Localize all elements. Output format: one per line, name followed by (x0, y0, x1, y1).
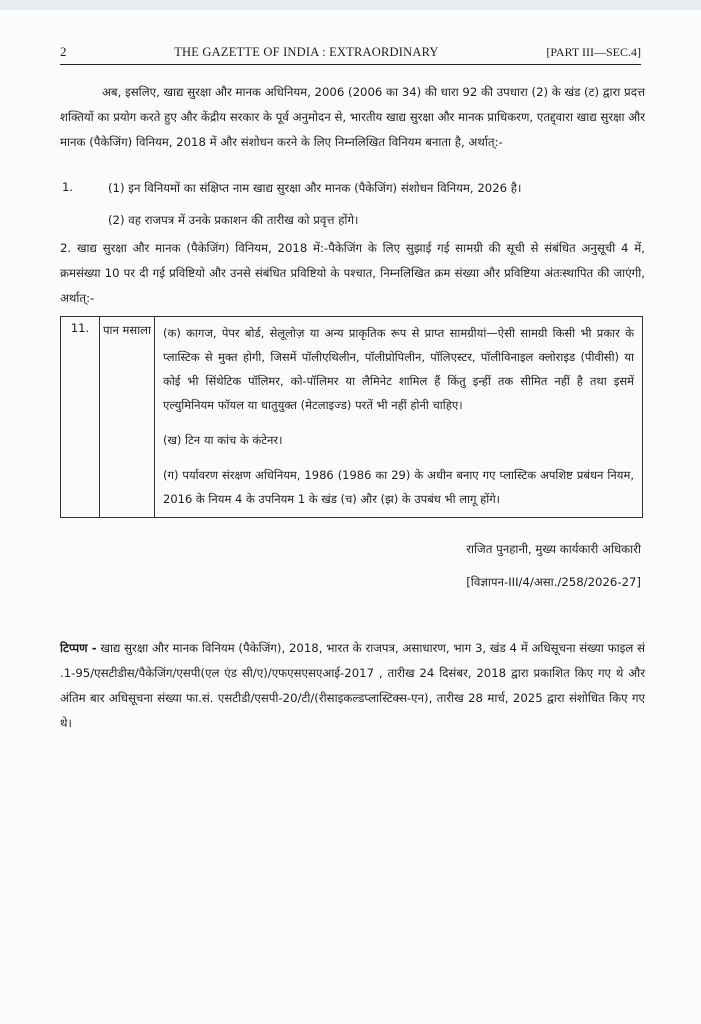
clause-2-paragraph: 2. खाद्य सुरक्षा और मानक (पैकेजिंग) विनियम, 2018 में:-पैकेजिंग के लिए सुझाई गई सामग्री की सूची से संबंधित अनुसूची 4 में, क्रमसंख्या 10 पर दी गई प्रविष्टियो और उनसे संबंधित प्रविष्टियो के पश्चात, निम्नलिखित क्रम संख्या और प्रविष्टिया अंतःस्थापित की जाएंगी, अर्थात्:- (60, 241, 645, 305)
serial-cell: 11. (61, 317, 100, 518)
table-row (61, 317, 643, 518)
clause-1-sub-2: (2) वह राजपत्र में उनके प्रकाशन की तारीख को प्रवृत्त होंगे। (108, 213, 359, 227)
entry-ka: (क) कागज, पेपर बोर्ड, सेलूलोज़ या अन्य प्राकृतिक रूप से प्राप्त सामग्रीयां—ऐसी सामग्री किसी भी प्रकार के प्लास्टिक से मुक्त होगी, जिसमें पॉलीएथिलीन, पॉलीप्रोपिलीन, पॉलिएस्टर, पॉलीविनाइल क्लोराइड (पीवीसी) या कोई भी सिंथेटिक पॉलिमर, को-पॉलिमर या लैमिनेट शामिल हैं किंतु इन्हीं तक सीमित नहीं है तथा इसमें एल्युमिनियम फॉयल या धातुयुक्त (मेटलाइज्ड) परतें भी नहीं होनी चाहिए। (163, 326, 634, 412)
gazette-title: THE GAZETTE OF INDIA : EXTRAORDINARY (174, 45, 439, 59)
part-section: [PART III—SEC.4] (546, 45, 641, 59)
top-band (0, 0, 701, 10)
page-number: 2 (60, 44, 67, 59)
preamble-paragraph: अब, इसलिए, खाद्य सुरक्षा और मानक अधिनियम, 2006 (2006 का 34) की धारा 92 की उपधारा (2) के खंड (ट) द्वारा प्रदत्त शक्तियों का प्रयोग करते हुए और केंद्रीय सरकार के पूर्व अनुमोदन से, भारतीय खाद्य सुरक्षा और मानक प्राधिकरण, एतद्द्वारा खाद्य सुरक्षा और मानक (पैकेजिंग) विनियम, 2018 में और संशोधन करने के लिए निम्नलिखित विनियम बनाता है, अर्थात्:- (60, 85, 645, 149)
signatory: राजित पुनहानी, मुख्य कार्यकारी अधिकारी (466, 542, 641, 556)
advertisement-reference: [विज्ञापन-III/4/असा./258/2026-27] (466, 575, 641, 589)
page-header (60, 44, 641, 65)
entry-ga: (ग) पर्यावरण संरक्षण अधिनियम, 1986 (1986 का 29) के अधीन बनाए गए प्लास्टिक अपशिष्ट प्रबंधन नियम, 2016 के नियम 4 के उपनियम 1 के खंड (च) और (झ) के उपबंध भी लागू होंगे। (163, 468, 634, 506)
item-cell: पान मसाला (100, 317, 155, 518)
footnote-label: टिप्पण - (60, 641, 97, 655)
footnote-text: खाद्य सुरक्षा और मानक विनियम (पैकेजिंग), 2018, भारत के राजपत्र, असाधारण, भाग 3, खंड 4 में अधिसूचना संख्या फाइल सं .1-95/एसटीडीस/पैकेजिंग/एसपी(एल एंड सी/ए)/एफएसएसएआई-2017 , तारीख 24 दिसंबर, 2018 द्वारा प्रकाशित किए गए थे और अंतिम बार अधिसूचना संख्या फा.सं. एसटीडी/एसपी-20/टी/(रीसाइकल्डप्लास्टिक्स-एन), तारीख 28 मार्च, 2025 द्वारा संशोधित किए गए थे। (60, 641, 645, 730)
entry-kha: (ख) टिन या कांच के कंटेनर। (163, 433, 283, 447)
clause-1-sub-1: (1) इन विनियमों का संक्षिप्त नाम खाद्य सुरक्षा और मानक (पैकेजिंग) संशोधन विनियम, 2026 है। (108, 181, 522, 195)
footnote (60, 636, 645, 736)
schedule-amendment-table (60, 316, 643, 518)
materials-cell (155, 317, 643, 518)
clause-1-number: 1. (62, 180, 74, 194)
